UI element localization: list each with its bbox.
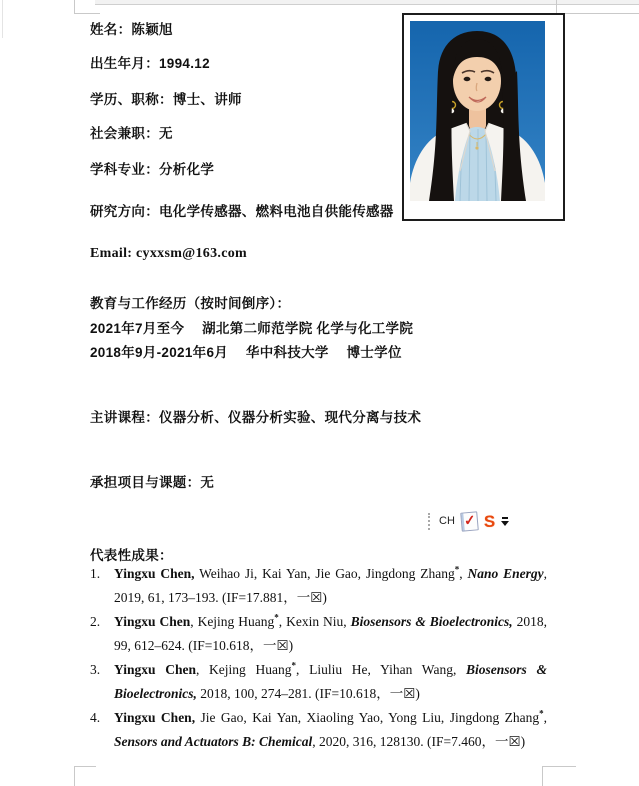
ime-check-board-icon[interactable] xyxy=(460,511,479,531)
field-research-direction-value: 电化学传感器、燃料电池自供能传感器 xyxy=(159,204,394,219)
field-projects xyxy=(90,471,214,491)
field-social-posts-label: 社会兼职： xyxy=(90,126,159,141)
field-discipline xyxy=(90,158,214,178)
field-discipline-label: 学科专业： xyxy=(90,162,159,177)
margin-mark-bottom-right-h xyxy=(542,766,576,767)
publication-number: 3. xyxy=(90,662,101,677)
field-research-direction-label: 研究方向： xyxy=(90,204,159,219)
publication-number: 2. xyxy=(90,614,101,629)
field-courses-label: 主讲课程： xyxy=(90,410,159,425)
ime-drag-handle[interactable] xyxy=(428,513,433,530)
field-social-posts xyxy=(90,122,173,142)
field-name xyxy=(90,18,173,38)
check-icon: ✓ xyxy=(463,510,477,528)
ime-language-label[interactable]: CH xyxy=(439,515,455,527)
margin-mark-top-left-h xyxy=(74,13,100,14)
education-heading: 教育与工作经历（按时间倒序）： xyxy=(90,296,291,311)
field-discipline-value: 分析化学 xyxy=(159,162,215,177)
publication-number: 1. xyxy=(90,566,101,581)
publication-number: 4. xyxy=(90,710,101,725)
field-email-label: Email: xyxy=(90,246,137,261)
margin-mark-top-right-v xyxy=(556,0,557,13)
field-email-value: cyxxsm@163.com xyxy=(136,246,247,261)
sogou-icon[interactable]: S xyxy=(483,511,496,531)
publications-heading: 代表性成果： xyxy=(90,548,173,563)
ime-options-icon[interactable] xyxy=(501,517,509,526)
field-research-direction xyxy=(90,200,394,220)
publication-text: Yingxu Chen, Kejing Huang*, Kexin Niu, Biosensors & Bioelectronics, 2018, 99, 612–624. (IF=10.618，一☒) xyxy=(114,612,548,653)
field-degree-title-label: 学历、职称： xyxy=(90,92,173,107)
field-degree-title-value: 博士、讲师 xyxy=(172,92,242,107)
profile-photo[interactable] xyxy=(402,13,565,221)
chevron-down-icon xyxy=(501,521,509,526)
publication-item xyxy=(90,610,547,658)
field-courses xyxy=(90,406,421,426)
education-entry: 2018年9月-2021年6月 华中科技大学 博士学位 xyxy=(90,345,402,360)
field-birthdate xyxy=(90,52,210,72)
publication-text: Yingxu Chen, Weihao Ji, Kai Yan, Jie Gao, Jingdong Zhang*, Nano Energy, 2019, 61, 173–193. (IF=17.881，一☒) xyxy=(114,564,547,605)
field-projects-value: 无 xyxy=(200,475,215,490)
margin-mark-bottom-right-v xyxy=(542,766,543,786)
field-birthdate-value: 1994.12 xyxy=(159,56,210,71)
field-degree-title xyxy=(90,88,242,108)
publications-list xyxy=(90,562,547,754)
page-top-edge xyxy=(95,0,639,5)
page-left-edge xyxy=(2,0,3,38)
margin-mark-bottom-left-v xyxy=(74,766,75,786)
publication-item xyxy=(90,658,547,706)
margin-mark-top-left-v xyxy=(74,0,75,13)
field-courses-value: 仪器分析、仪器分析实验、现代分离与技术 xyxy=(159,410,422,425)
field-projects-label: 承担项目与课题： xyxy=(90,475,201,490)
margin-mark-bottom-left-h xyxy=(74,766,96,767)
publication-item xyxy=(90,562,547,610)
ime-language-bar xyxy=(428,509,509,533)
field-name-value: 陈颖旭 xyxy=(131,22,173,37)
publication-item xyxy=(90,706,547,754)
publication-text: Yingxu Chen, Kejing Huang*, Liuliu He, Yihan Wang, Biosensors & Bioelectronics, 2018, 100, 274–281. (IF=10.618，一☒) xyxy=(114,660,548,701)
field-name-label: 姓名： xyxy=(90,22,132,37)
ime-options-bar xyxy=(502,517,508,519)
profile-photo-image xyxy=(410,21,545,201)
education-entry: 2021年7月至今 湖北第二师范学院 化学与化工学院 xyxy=(90,321,414,336)
field-birthdate-label: 出生年月： xyxy=(90,56,159,71)
margin-mark-top-right-h xyxy=(556,13,639,14)
publication-text: Yingxu Chen, Jie Gao, Kai Yan, Xiaoling Yao, Yong Liu, Jingdong Zhang*, Sensors and Actuators B: Chemical, 2020, 316, 128130. (IF=7.460，一☒) xyxy=(114,708,548,749)
field-email xyxy=(90,246,247,262)
field-social-posts-value: 无 xyxy=(159,126,173,141)
